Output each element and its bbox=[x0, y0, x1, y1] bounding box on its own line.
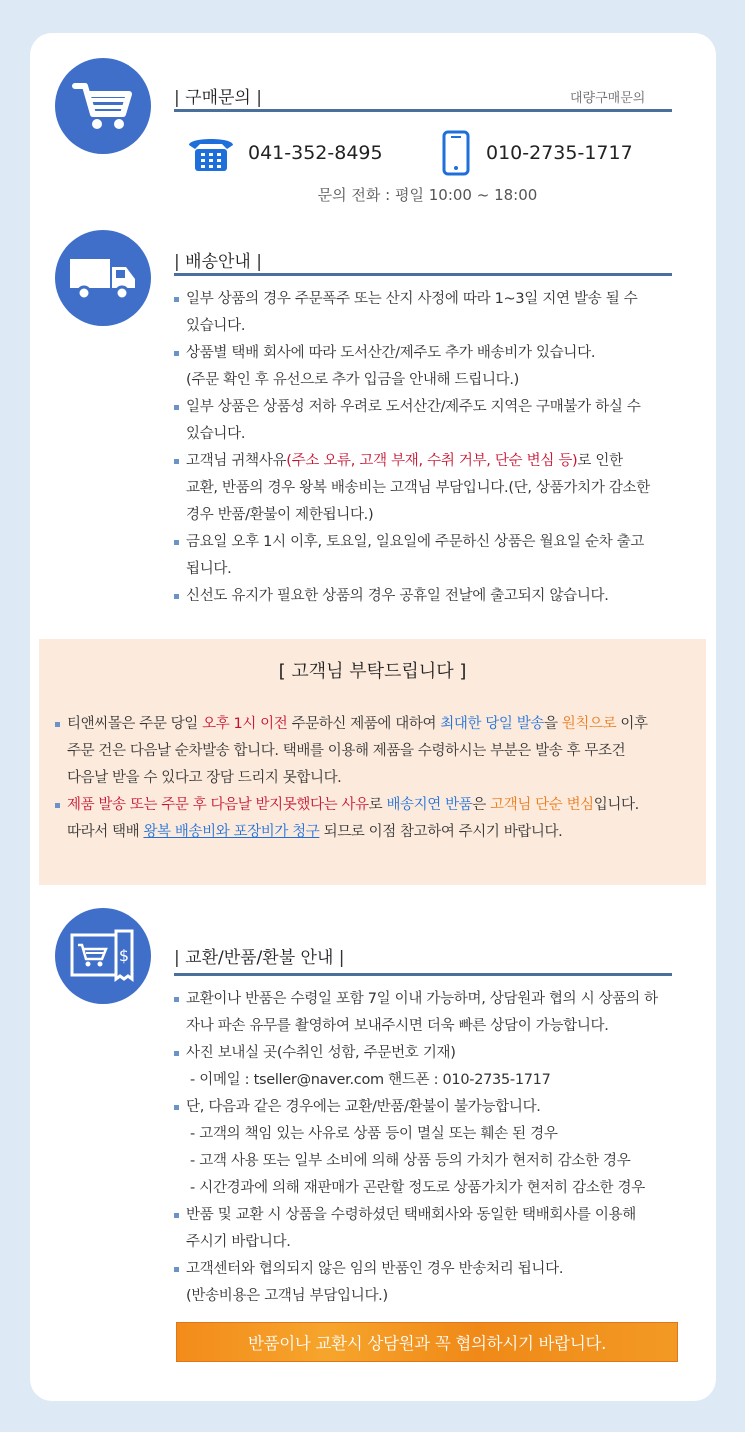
mobile-number[interactable]: 010-2735-1717 bbox=[486, 142, 633, 164]
bulk-purchase-link[interactable]: 대량구매문의 bbox=[570, 91, 646, 106]
list-item: 금요일 오후 1시 이후, 토요일, 일요일에 주문하신 상품은 월요일 순차 출고 됩니다. bbox=[174, 529, 684, 583]
list-item: 티앤씨몰은 주문 당일 오후 1시 이전 주문하신 제품에 대하여 최대한 당일 발송을 원칙으로 이후 주문 건은 다음날 순차발송 합니다. 택배를 이용해 제품을 수령하시는 부분은 발송 후 무조건 다음날 받을 수 있다고 장담 드리지 못합니다. bbox=[55, 711, 695, 792]
truck-icon bbox=[55, 230, 151, 326]
landline-number[interactable]: 041-352-8495 bbox=[248, 142, 383, 164]
list-item: 단, 다음과 같은 경우에는 교환/반품/환불이 불가능합니다. bbox=[174, 1094, 689, 1121]
list-item: 반품 및 교환 시 상품을 수령하셨던 택배회사와 동일한 택배회사를 이용해 주시기 바랍니다. bbox=[174, 1202, 689, 1256]
telephone-icon bbox=[186, 133, 236, 178]
exchange-list bbox=[174, 986, 689, 1310]
purchase-title: | 구매문의 | bbox=[174, 88, 262, 108]
list-item: 사진 보내실 곳(수취인 성함, 주문번호 기재) bbox=[174, 1040, 689, 1067]
list-item: 상품별 택배 회사에 따라 도서산간/제주도 추가 배송비가 있습니다. (주문 확인 후 유선으로 추가 입금을 안내해 드립니다.) bbox=[174, 340, 684, 394]
shipping-rule bbox=[174, 273, 672, 276]
consult-banner: 반품이나 교환시 상담원과 꼭 협의하시기 바랍니다. bbox=[176, 1322, 678, 1362]
list-item: - 시간경과에 의해 재판매가 곤란할 정도로 상품가치가 현저히 감소한 경우 bbox=[190, 1180, 645, 1196]
shipping-title: | 배송안내 | bbox=[174, 252, 262, 272]
call-hours: 문의 전화 : 평일 10:00 ~ 18:00 bbox=[317, 186, 538, 204]
svg-text:$: $ bbox=[118, 946, 130, 965]
list-item: 일부 상품은 상품성 저하 우려로 도서산간/제주도 지역은 구매불가 하실 수 있습니다. bbox=[174, 394, 684, 448]
list-item: 고객센터와 협의되지 않은 임의 반품인 경우 반송처리 됩니다. (반송비용은 고객님 부담입니다.) bbox=[174, 1256, 689, 1310]
mobile-phone-icon bbox=[442, 130, 470, 181]
list-item: - 고객의 책임 있는 사유로 상품 등이 멸실 또는 훼손 된 경우 bbox=[190, 1126, 558, 1142]
shipping-list bbox=[174, 286, 684, 610]
exchange-rule bbox=[174, 973, 672, 976]
list-item: 신선도 유지가 필요한 상품의 경우 공휴일 전날에 출고되지 않습니다. bbox=[174, 583, 684, 610]
notice-title: [ 고객님 부탁드립니다 ] bbox=[278, 661, 467, 682]
list-item: 고객님 귀책사유(주소 오류, 고객 부재, 수취 거부, 단순 변심 등)로 인한 교환, 반품의 경우 왕복 배송비는 고객님 부담입니다.(단, 상품가치가 감소한 경우 반품/환불이 제한됩니다.) bbox=[174, 448, 684, 529]
list-item: 제품 발송 또는 주문 후 다음날 받지못했다는 사유로 배송지연 반품은 고객님 단순 변심입니다. 따라서 택배 왕복 배송비와 포장비가 청구 되므로 이점 참고하여 주시기 바랍니다. bbox=[55, 792, 695, 846]
shipping-fee-link[interactable]: 왕복 배송비와 포장비가 청구 bbox=[143, 824, 320, 840]
cart-icon bbox=[55, 58, 151, 154]
list-item: 일부 상품의 경우 주문폭주 또는 산지 사정에 따라 1~3일 지연 발송 될 수 있습니다. bbox=[174, 286, 684, 340]
list-item: 교환이나 반품은 수령일 포함 7일 이내 가능하며, 상담원과 협의 시 상품의 하 자나 파손 유무를 촬영하여 보내주시면 더욱 빠른 상담이 가능합니다. bbox=[174, 986, 689, 1040]
list-item: - 고객 사용 또는 일부 소비에 의해 상품 등의 가치가 현저히 감소한 경우 bbox=[190, 1153, 631, 1169]
exchange-title: | 교환/반품/환불 안내 | bbox=[174, 948, 345, 968]
receipt-cart-icon bbox=[55, 908, 151, 1004]
purchase-rule bbox=[174, 109, 672, 112]
list-item: - 이메일 : tseller@naver.com 핸드폰 : 010-2735-1717 bbox=[190, 1072, 551, 1088]
notice-list bbox=[55, 711, 695, 846]
